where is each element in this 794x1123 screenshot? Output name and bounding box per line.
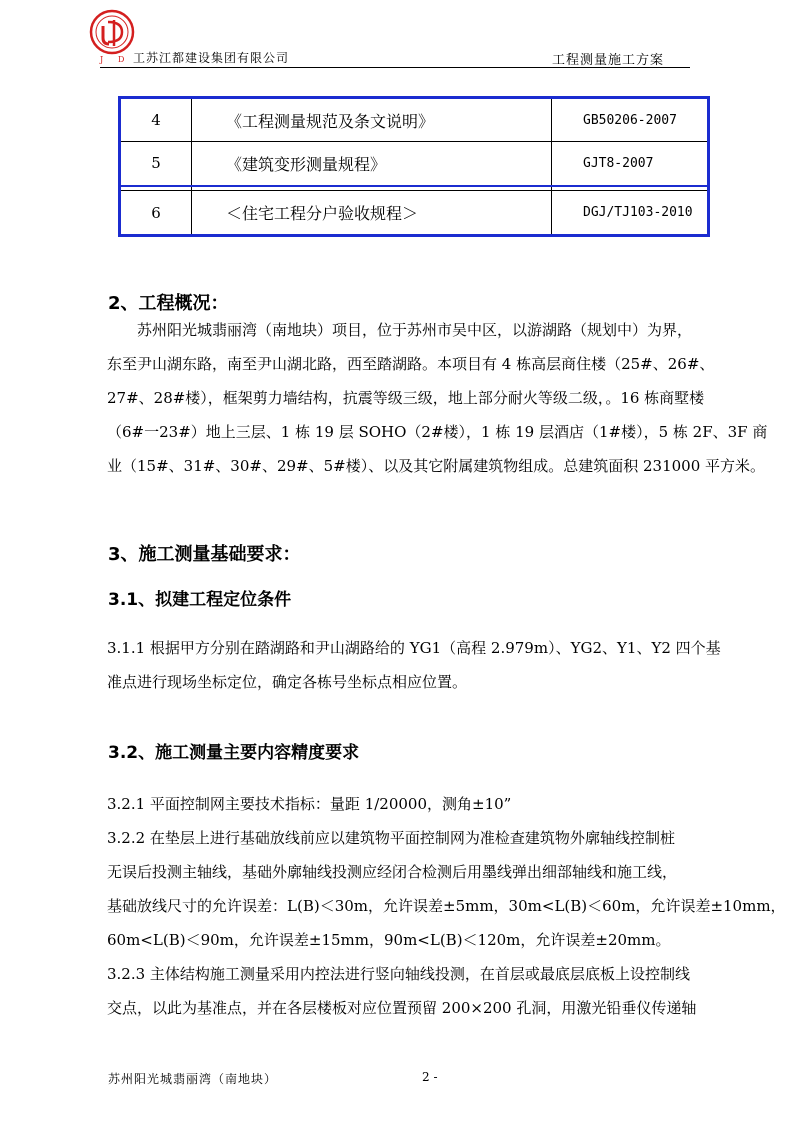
paragraph-line: 3.1.1 根据甲方分别在踏湖路和尹山湖路给的 YG1（高程 2.979m）、YG2、Y1、Y2 四个基 — [107, 639, 721, 657]
section-3-1-body — [107, 631, 721, 699]
company-logo — [88, 8, 136, 66]
table-divider — [121, 185, 707, 187]
header-doc-title: 工程测量施工方案 — [552, 53, 665, 68]
table-row — [121, 191, 707, 234]
footer-project: 苏州阳光城翡丽湾（南地块） — [108, 1072, 278, 1086]
logo-letter-d: D — [118, 55, 125, 64]
paragraph-line: 无误后投测主轴线，基础外廓轴线投测应经闭合检测后用墨线弹出细部轴线和施工线， — [107, 863, 678, 881]
section-3-1-heading: 3.1、拟建工程定位条件 — [108, 590, 292, 610]
header-divider — [100, 67, 690, 68]
logo-letter-j: J — [100, 55, 104, 64]
paragraph-line: 东至尹山湖东路，南至尹山湖北路，西至踏湖路。本项目有 4 栋高层商住楼（25#、26#、 — [107, 355, 715, 373]
standards-table — [118, 96, 710, 237]
page-number: 2 - — [422, 1070, 438, 1084]
standard-name: 《建筑变形测量规程》 — [226, 154, 387, 174]
paragraph-line: 27#、28#楼），框架剪力墙结构，抗震等级三级，地上部分耐火等级二级，。16 栋商墅楼 — [107, 389, 705, 407]
table-row — [121, 142, 707, 184]
section-3-2-body — [107, 787, 786, 1025]
paragraph-line: 基础放线尺寸的允许误差：L(B)＜30m，允许误差±5mm，30m<L(B)＜60m，允许误差±10mm， — [107, 897, 786, 915]
paragraph-line: （6#一23#）地上三层、1 栋 19 层 SOHO（2#楼），1 栋 19 层酒店（1#楼），5 栋 2F、3F 商 — [107, 423, 768, 441]
table-row — [121, 99, 707, 141]
section-3-2-heading: 3.2、施工测量主要内容精度要求 — [108, 743, 360, 763]
paragraph-line: 业（15#、31#、30#、29#、5#楼）、以及其它附属建筑物组成。总建筑面积 231000 平方米。 — [107, 457, 766, 475]
standard-name: 《工程测量规范及条文说明》 — [226, 111, 435, 131]
paragraph-line: 3.2.3 主体结构施工测量采用内控法进行竖向轴线投测，在首层或最底层底板上设控制线 — [107, 965, 690, 983]
header-company: 工苏江都建设集团有限公司 — [133, 51, 290, 65]
paragraph-line: 3.2.2 在垫层上进行基础放线前应以建筑物平面控制网为准检查建筑物外廓轴线控制桩 — [107, 829, 675, 847]
standard-code: DGJ/TJ103-2010 — [583, 205, 693, 220]
section-3-heading: 3、施工测量基础要求： — [108, 544, 301, 565]
row-number: 4 — [151, 111, 161, 129]
paragraph-line: 准点进行现场坐标定位，确定各栋号坐标点相应位置。 — [107, 673, 468, 691]
section-2-heading: 2、工程概况： — [108, 293, 229, 314]
standard-name: ＜住宅工程分户验收规程＞ — [226, 204, 419, 223]
paragraph-line: 苏州阳光城翡丽湾（南地块）项目，位于苏州市吴中区，以游湖路（规划中）为界， — [137, 321, 693, 339]
paragraph-line: 60m<L(B)＜90m，允许误差±15mm，90m<L(B)＜120m，允许误差±20mm。 — [107, 931, 671, 949]
section-2-body — [107, 313, 768, 483]
row-number: 6 — [151, 203, 161, 222]
standard-code: GJT8-2007 — [583, 155, 654, 171]
standard-code: GB50206-2007 — [583, 112, 677, 128]
paragraph-line: 3.2.1 平面控制网主要技术指标：量距 1/20000，测角±10” — [107, 795, 512, 813]
paragraph-line: 交点，以此为基准点，并在各层楼板对应位置预留 200×200 孔洞，用激光铅垂仪传递轴 — [107, 999, 697, 1017]
row-number: 5 — [151, 154, 161, 172]
